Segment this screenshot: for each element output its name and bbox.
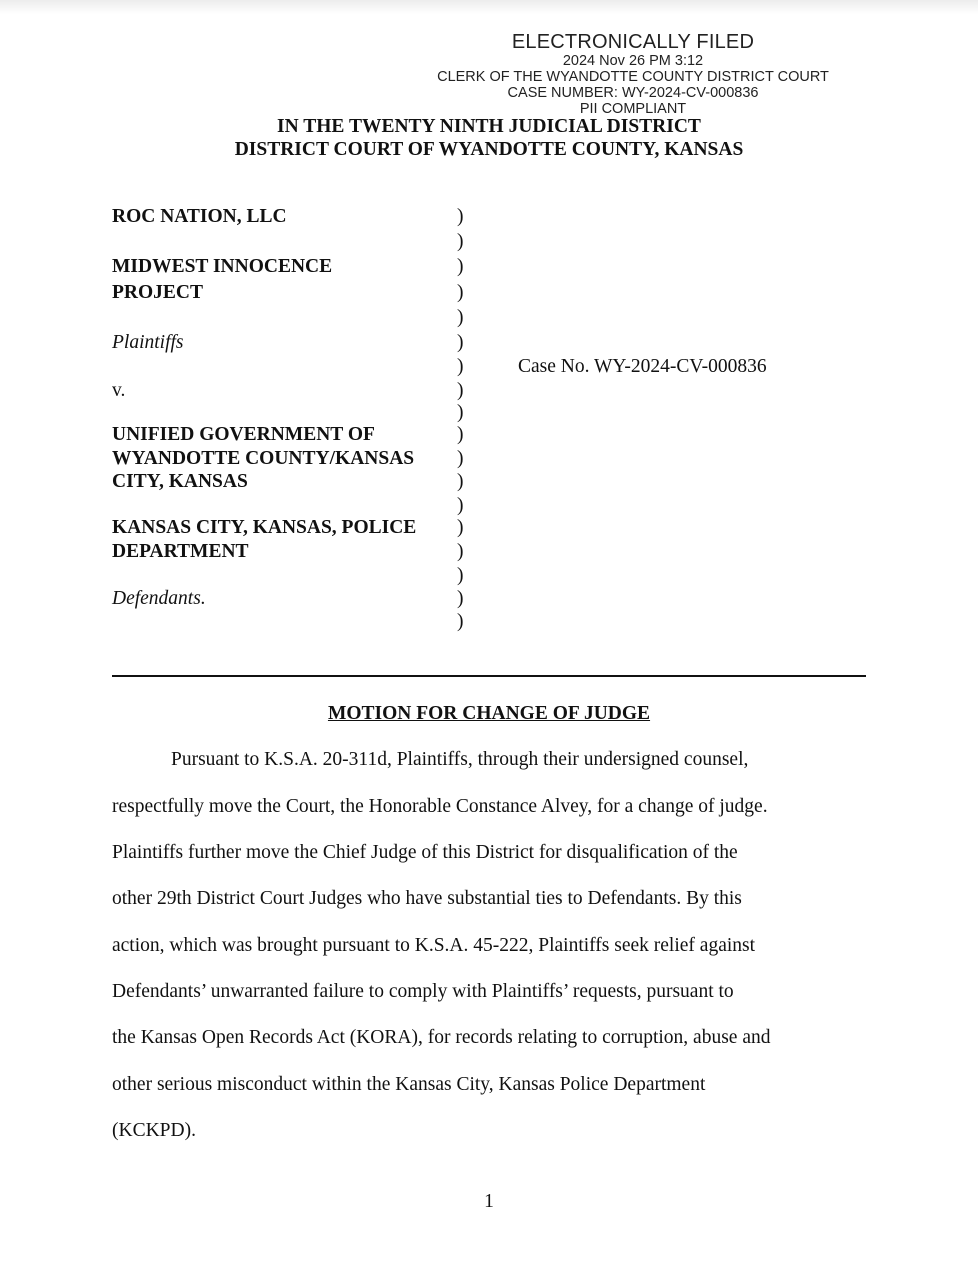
- caption-paren: ): [457, 307, 464, 328]
- caption-paren: ): [457, 495, 464, 516]
- caption-paren: ): [457, 588, 464, 609]
- versus-label: v.: [112, 380, 126, 401]
- motion-body-line: action, which was brought pursuant to K.S.A. 45-222, Plaintiffs seek relief against: [112, 935, 756, 956]
- caption-paren: ): [457, 356, 464, 377]
- caption-paren: ): [457, 611, 464, 632]
- caption-paren: ): [457, 565, 464, 586]
- defendants-label: Defendants.: [112, 588, 206, 609]
- plaintiff-midwest-innocence-line2: PROJECT: [112, 282, 204, 303]
- stamp-filed-datetime: 2024 Nov 26 PM 3:12: [562, 53, 704, 69]
- caption-paren: ): [457, 424, 464, 445]
- caption-paren: ): [457, 231, 464, 252]
- plaintiff-midwest-innocence-line1: MIDWEST INNOCENCE: [112, 256, 333, 277]
- caption-paren: ): [457, 206, 464, 227]
- efiling-stamp: [390, 32, 876, 117]
- caption-paren: ): [457, 402, 464, 423]
- caption-paren: ): [457, 448, 464, 469]
- motion-body-line: Pursuant to K.S.A. 20-311d, Plaintiffs, through their undersigned counsel,: [171, 749, 749, 770]
- motion-body-line: respectfully move the Court, the Honorable Constance Alvey, for a change of judge.: [112, 796, 768, 817]
- motion-body-line: (KCKPD).: [112, 1120, 196, 1141]
- motion-body-line: Plaintiffs further move the Chief Judge of this District for disqualification of the: [112, 842, 738, 863]
- caption-paren: ): [457, 332, 464, 353]
- motion-body-line: Defendants’ unwarranted failure to comply with Plaintiffs’ requests, pursuant to: [112, 981, 734, 1002]
- page-number: 1: [484, 1191, 494, 1212]
- case-number: Case No. WY-2024-CV-000836: [518, 356, 767, 377]
- caption-paren: ): [457, 471, 464, 492]
- caption-paren: ): [457, 541, 464, 562]
- court-district-heading: IN THE TWENTY NINTH JUDICIAL DISTRICT: [277, 116, 701, 137]
- caption-paren: ): [457, 282, 464, 303]
- motion-body-line: other 29th District Court Judges who have substantial ties to Defendants. By this: [112, 888, 742, 909]
- court-name-heading: DISTRICT COURT OF WYANDOTTE COUNTY, KANSAS: [234, 139, 744, 160]
- stamp-clerk: CLERK OF THE WYANDOTTE COUNTY DISTRICT COURT: [437, 69, 829, 85]
- caption-divider: [112, 675, 866, 677]
- defendant-unified-government-line1: UNIFIED GOVERNMENT OF: [112, 424, 375, 445]
- motion-body-line: other serious misconduct within the Kansas City, Kansas Police Department: [112, 1074, 706, 1095]
- caption-paren: ): [457, 380, 464, 401]
- caption-paren: ): [457, 256, 464, 277]
- caption-paren: ): [457, 517, 464, 538]
- page-top-shadow: [0, 0, 978, 14]
- stamp-case-number: CASE NUMBER: WY-2024-CV-000836: [507, 85, 759, 101]
- defendant-kckpd-line2: DEPARTMENT: [112, 541, 249, 562]
- stamp-electronically-filed: ELECTRONICALLY FILED: [511, 31, 755, 53]
- defendant-unified-government-line3: CITY, KANSAS: [112, 471, 248, 492]
- motion-title: MOTION FOR CHANGE OF JUDGE: [327, 703, 651, 724]
- defendant-kckpd-line1: KANSAS CITY, KANSAS, POLICE: [112, 517, 417, 538]
- plaintiffs-label: Plaintiffs: [112, 332, 184, 353]
- motion-body-line: the Kansas Open Records Act (KORA), for records relating to corruption, abuse and: [112, 1027, 771, 1048]
- defendant-unified-government-line2: WYANDOTTE COUNTY/KANSAS: [112, 448, 415, 469]
- stamp-pii-compliant: PII COMPLIANT: [579, 101, 687, 117]
- plaintiff-roc-nation: ROC NATION, LLC: [112, 206, 287, 227]
